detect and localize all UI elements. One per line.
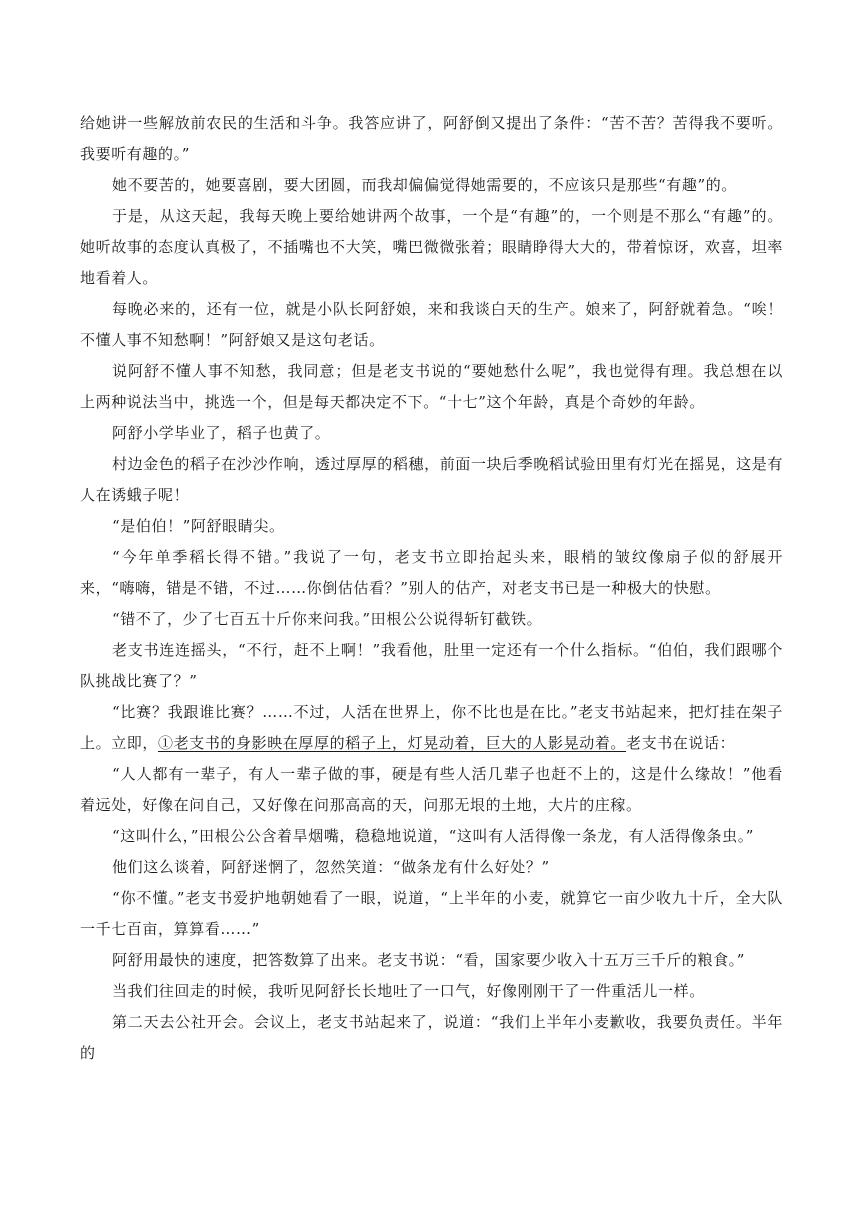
paragraph: 村边金色的稻子在沙沙作响，透过厚厚的稻穗，前面一块后季晚稻试验田里有灯光在摇晃，这是有人在诱蛾子呢！ xyxy=(80,455,783,504)
paragraph: 第二天去公社开会。会议上，老支书站起来了，说道：“我们上半年小麦歉收，我要负责任。半年的 xyxy=(80,1013,783,1062)
paragraph: “今年单季稻长得不错。”我说了一句，老支书立即抬起头来，眼梢的皱纹像扇子似的舒展开来，“嗨嗨，错是不错，不过……你倒估估看？”别人的估产，对老支书已是一种极大的快慰。 xyxy=(80,548,783,597)
paragraph: 每晚必来的，还有一位，就是小队长阿舒娘，来和我谈白天的生产。娘来了，阿舒就着急。“唉！不懂人事不知愁啊！”阿舒娘又是这句老话。 xyxy=(80,300,783,349)
paragraph: “这叫什么，”田根公公含着旱烟嘴，稳稳地说道，“这叫有人活得像一条龙，有人活得像条虫。” xyxy=(112,827,755,845)
paragraph: 阿舒小学毕业了，稻子也黄了。 xyxy=(112,424,331,442)
paragraph-text: 老支书在说话： xyxy=(626,734,736,752)
paragraph: 给她讲一些解放前农民的生活和斗争。我答应讲了，阿舒倒又提出了条件：“苦不苦？苦得我不要听。我要听有趣的。” xyxy=(80,114,783,163)
paragraph: 他们这么谈着，阿舒迷惘了，忽然笑道：“做条龙有什么好处？” xyxy=(112,858,550,876)
story-text xyxy=(80,108,783,1069)
paragraph: 当我们往回走的时候，我听见阿舒长长地吐了一口气，好像刚刚干了一件重活儿一样。 xyxy=(112,982,705,1000)
underlined-sentence-1: ①老支书的身影映在厚厚的稻子上，灯晃动着，巨大的人影晃动着。 xyxy=(158,734,627,752)
paragraph: 她不要苦的，她要喜剧，要大团圆，而我却偏偏觉得她需要的，不应该只是那些“有趣”的。 xyxy=(112,176,737,194)
paragraph: 阿舒用最快的速度，把答数算了出来。老支书说：“看，国家要少收入十五万三千斤的粮食。” xyxy=(112,951,746,969)
paragraph: “你不懂。”老支书爱护地朝她看了一眼，说道，“上半年的小麦，就算它一亩少收九十斤，全大队一千七百亩，算算看……” xyxy=(80,889,783,938)
paragraph-with-underline xyxy=(80,697,783,759)
paragraph: 老支书连连摇头，“不行，赶不上啊！”我看他，肚里一定还有一个什么指标。“伯伯，我们跟哪个队挑战比赛了？” xyxy=(80,641,783,690)
paragraph: “人人都有一辈子，有人一辈子做的事，硬是有些人活几辈子也赶不上的，这是什么缘故！”他看着远处，好像在问自己，又好像在问那高高的天，问那无垠的土地，大片的庄稼。 xyxy=(80,765,783,814)
paragraph: 说阿舒不懂人事不知愁，我同意；但是老支书说的“要她愁什么呢”，我也觉得有理。我总想在以上两种说法当中，挑选一个，但是每天都决定不下。“十七”这个年龄，真是个奇妙的年龄。 xyxy=(80,362,783,411)
paragraph: 于是，从这天起，我每天晚上要给她讲两个故事，一个是“有趣”的，一个则是不那么“有趣”的。她听故事的态度认真极了，不插嘴也不大笑，嘴巴微微张着；眼睛睁得大大的，带着惊讶，欢喜，坦率地看着人。 xyxy=(80,207,783,287)
paragraph: “错不了，少了七百五十斤你来问我。”田根公公说得斩钉截铁。 xyxy=(112,610,543,628)
paragraph: “是伯伯！”阿舒眼睛尖。 xyxy=(112,517,285,535)
paragraph-text: “比赛？我跟谁比赛？……不过，人活在世界上，你不比也是在比。”老支书站起来，把灯挂在架子上。立即， xyxy=(80,703,783,752)
